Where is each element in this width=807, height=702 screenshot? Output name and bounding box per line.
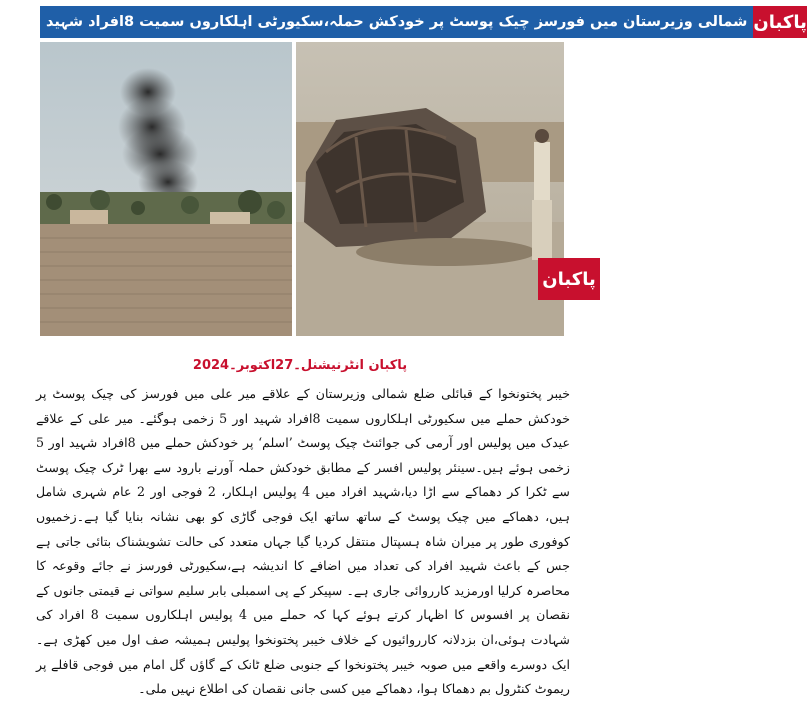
destroyed-vehicle-photo (296, 42, 564, 336)
dateline: پاکبان انٹرنیشنل۔27اکتوبر۔2024 (192, 358, 408, 373)
photo-brand-logo: پاکبان (538, 258, 600, 300)
article-body (36, 382, 570, 702)
smoke-plume-photo (40, 42, 292, 336)
brand-logo: پاکبان (753, 6, 806, 38)
article-paragraph: خیبر پختونخوا کے قبائلی ضلع شمالی وزیرستان کے علاقے میر علی میں فورسز کی چیک پوسٹ پر خودکش حملے میں سکیورٹی اہلکاروں سمیت 8افراد شہید اور 5 زخمی ہوگئے۔ میر علی کے علاقے عیدک میں پولیس اور آرمی کی جوائنٹ چیک پوسٹ ’اسلم‘ پر خودکش حملے میں 8افراد شہید اور 5 زخمی ہوئے ہیں۔سینئر پولیس افسر کے مطابق خودکش حملہ آورنے بارود سے بھرا ٹرک چیک پوسٹ سے ٹکرا کر دھماکے سے اڑا دیا،شہید افراد میں 4 پولیس اہلکار، 2 فوجی اور 2 عام شہری شامل ہیں، دھماکے میں چیک پوسٹ کے ساتھ ساتھ ایک فوجی گاڑی کو بھی نشانہ بنایا گیا ہے۔زخمیوں کوفوری طور پر میران شاہ ہسپتال منتقل کردیا گیا جہاں متعدد کی حالت تشویشناک بتائی جاتی ہے جس کے باعث شہید افراد کی تعداد میں اضافے کا اندیشہ ہے،سکیورٹی فورسز نے جائے وقوعہ کا محاصرہ کرلیا اورمزید کارروائی جاری ہے۔ سپیکر کے پی اسمبلی بابر سلیم سواتی نے قیمتی جانوں کے نقصان پر افسوس کا اظہار کرتے ہوئے کہا کہ حملے میں 4 پولیس اہلکاروں سمیت 8 افراد کی شہادت ہوئی،ان بزدلانہ کارروائیوں کے خلاف خیبر پختونخوا پولیس ہمیشہ صف اول میں کھڑی ہے۔ایک دوسرے واقعے میں صوبہ خیبر پختونخوا کے جنوبی ضلع ٹانک کے گاؤں گل امام میں فوجی قافلے پر ریموٹ کنٹرول بم دھماکا ہوا، دھماکے میں کسی جانی نقصان کی اطلاع نہیں ملی۔ (36, 386, 571, 697)
headline-banner (40, 6, 807, 38)
headline-text: شمالی وزیرستان میں فورسز چیک پوسٹ پر خودکش حملہ،سکیورٹی اہلکاروں سمیت 8افراد شہید (40, 6, 753, 38)
